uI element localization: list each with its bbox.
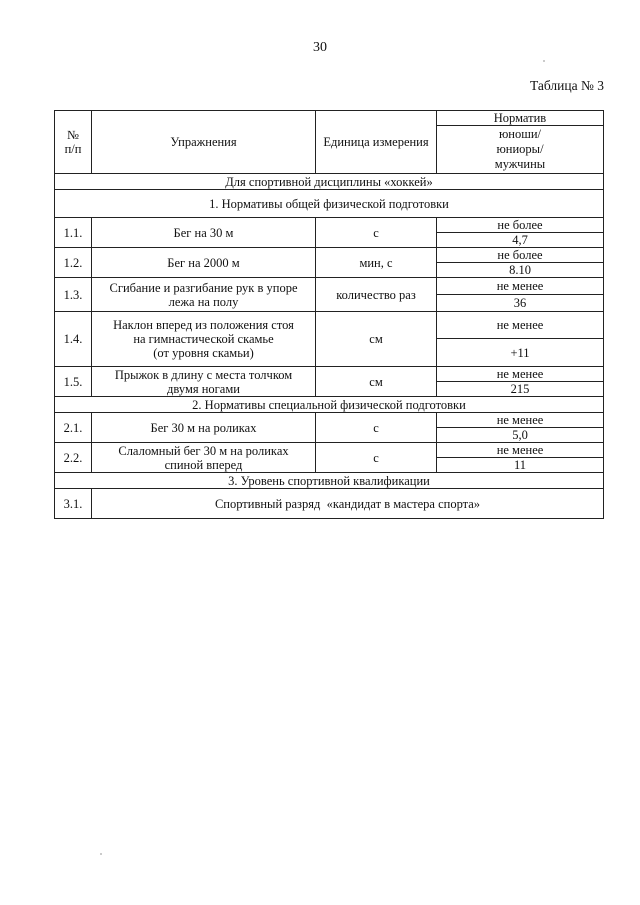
header-unit: Единица измерения [316, 111, 437, 174]
exercise-name: Бег на 30 м [92, 218, 316, 248]
table-row [55, 413, 604, 428]
row-number: 3.1. [55, 489, 92, 519]
unit-of-measure: см [316, 312, 437, 367]
table-label: Таблица № 3 [530, 78, 604, 93]
header-norm: Норматив [437, 111, 604, 126]
norm-value: 5,0 [437, 428, 604, 443]
table-row [55, 489, 604, 519]
unit-of-measure: с [316, 443, 437, 473]
table-row [55, 367, 604, 382]
norm-qualifier: не менее [437, 312, 604, 339]
unit-of-measure: см [316, 367, 437, 397]
row-number: 1.4. [55, 312, 92, 367]
section-2-body [55, 413, 604, 473]
norm-qualifier: не менее [437, 278, 604, 295]
norm-qualifier: не более [437, 218, 604, 233]
norms-table [54, 110, 604, 519]
row-number: 1.2. [55, 248, 92, 278]
discipline-row: Для спортивной дисциплины «хоккей» [55, 174, 604, 190]
unit-of-measure: с [316, 218, 437, 248]
section-title: 2. Нормативы специальной физической подготовки [55, 397, 604, 413]
exercise-name: Прыжок в длину с места толчком двумя ногами [92, 367, 316, 397]
row-number: 2.2. [55, 443, 92, 473]
exercise-name: Сгибание и разгибание рук в упоре лежа на полу [92, 278, 316, 312]
table-row [55, 278, 604, 295]
row-number: 1.5. [55, 367, 92, 397]
header-num: № п/п [55, 111, 92, 174]
norm-value: 11 [437, 458, 604, 473]
page-number: 30 [313, 40, 327, 55]
unit-of-measure: количество раз [316, 278, 437, 312]
scan-speck [543, 60, 545, 62]
unit-of-measure: с [316, 413, 437, 443]
qualification-text: Спортивный разряд «кандидат в мастера спорта» [92, 489, 604, 519]
norm-qualifier: не менее [437, 413, 604, 428]
scan-speck [100, 853, 102, 855]
table-row [55, 443, 604, 458]
exercise-name: Бег 30 м на роликах [92, 413, 316, 443]
norm-value: 4,7 [437, 233, 604, 248]
header-norm-group: юноши/ юниоры/ мужчины [437, 126, 604, 174]
exercise-name: Бег на 2000 м [92, 248, 316, 278]
header-exercises: Упражнения [92, 111, 316, 174]
section-3-body [55, 489, 604, 519]
norm-qualifier: не менее [437, 367, 604, 382]
unit-of-measure: мин, с [316, 248, 437, 278]
norm-qualifier: не менее [437, 443, 604, 458]
table-row [55, 248, 604, 263]
norm-value: 215 [437, 382, 604, 397]
exercise-name: Слаломный бег 30 м на роликах спиной вперед [92, 443, 316, 473]
row-number: 2.1. [55, 413, 92, 443]
exercise-name: Наклон вперед из положения стоя на гимнастической скамье (от уровня скамьи) [92, 312, 316, 367]
norm-value: +11 [437, 339, 604, 367]
row-number: 1.3. [55, 278, 92, 312]
norm-value: 8.10 [437, 263, 604, 278]
row-number: 1.1. [55, 218, 92, 248]
section-title: 1. Нормативы общей физической подготовки [55, 190, 604, 218]
norm-qualifier: не более [437, 248, 604, 263]
section-1-body [55, 218, 604, 397]
norm-value: 36 [437, 295, 604, 312]
section-title: 3. Уровень спортивной квалификации [55, 473, 604, 489]
table-row [55, 312, 604, 339]
table-row [55, 218, 604, 233]
